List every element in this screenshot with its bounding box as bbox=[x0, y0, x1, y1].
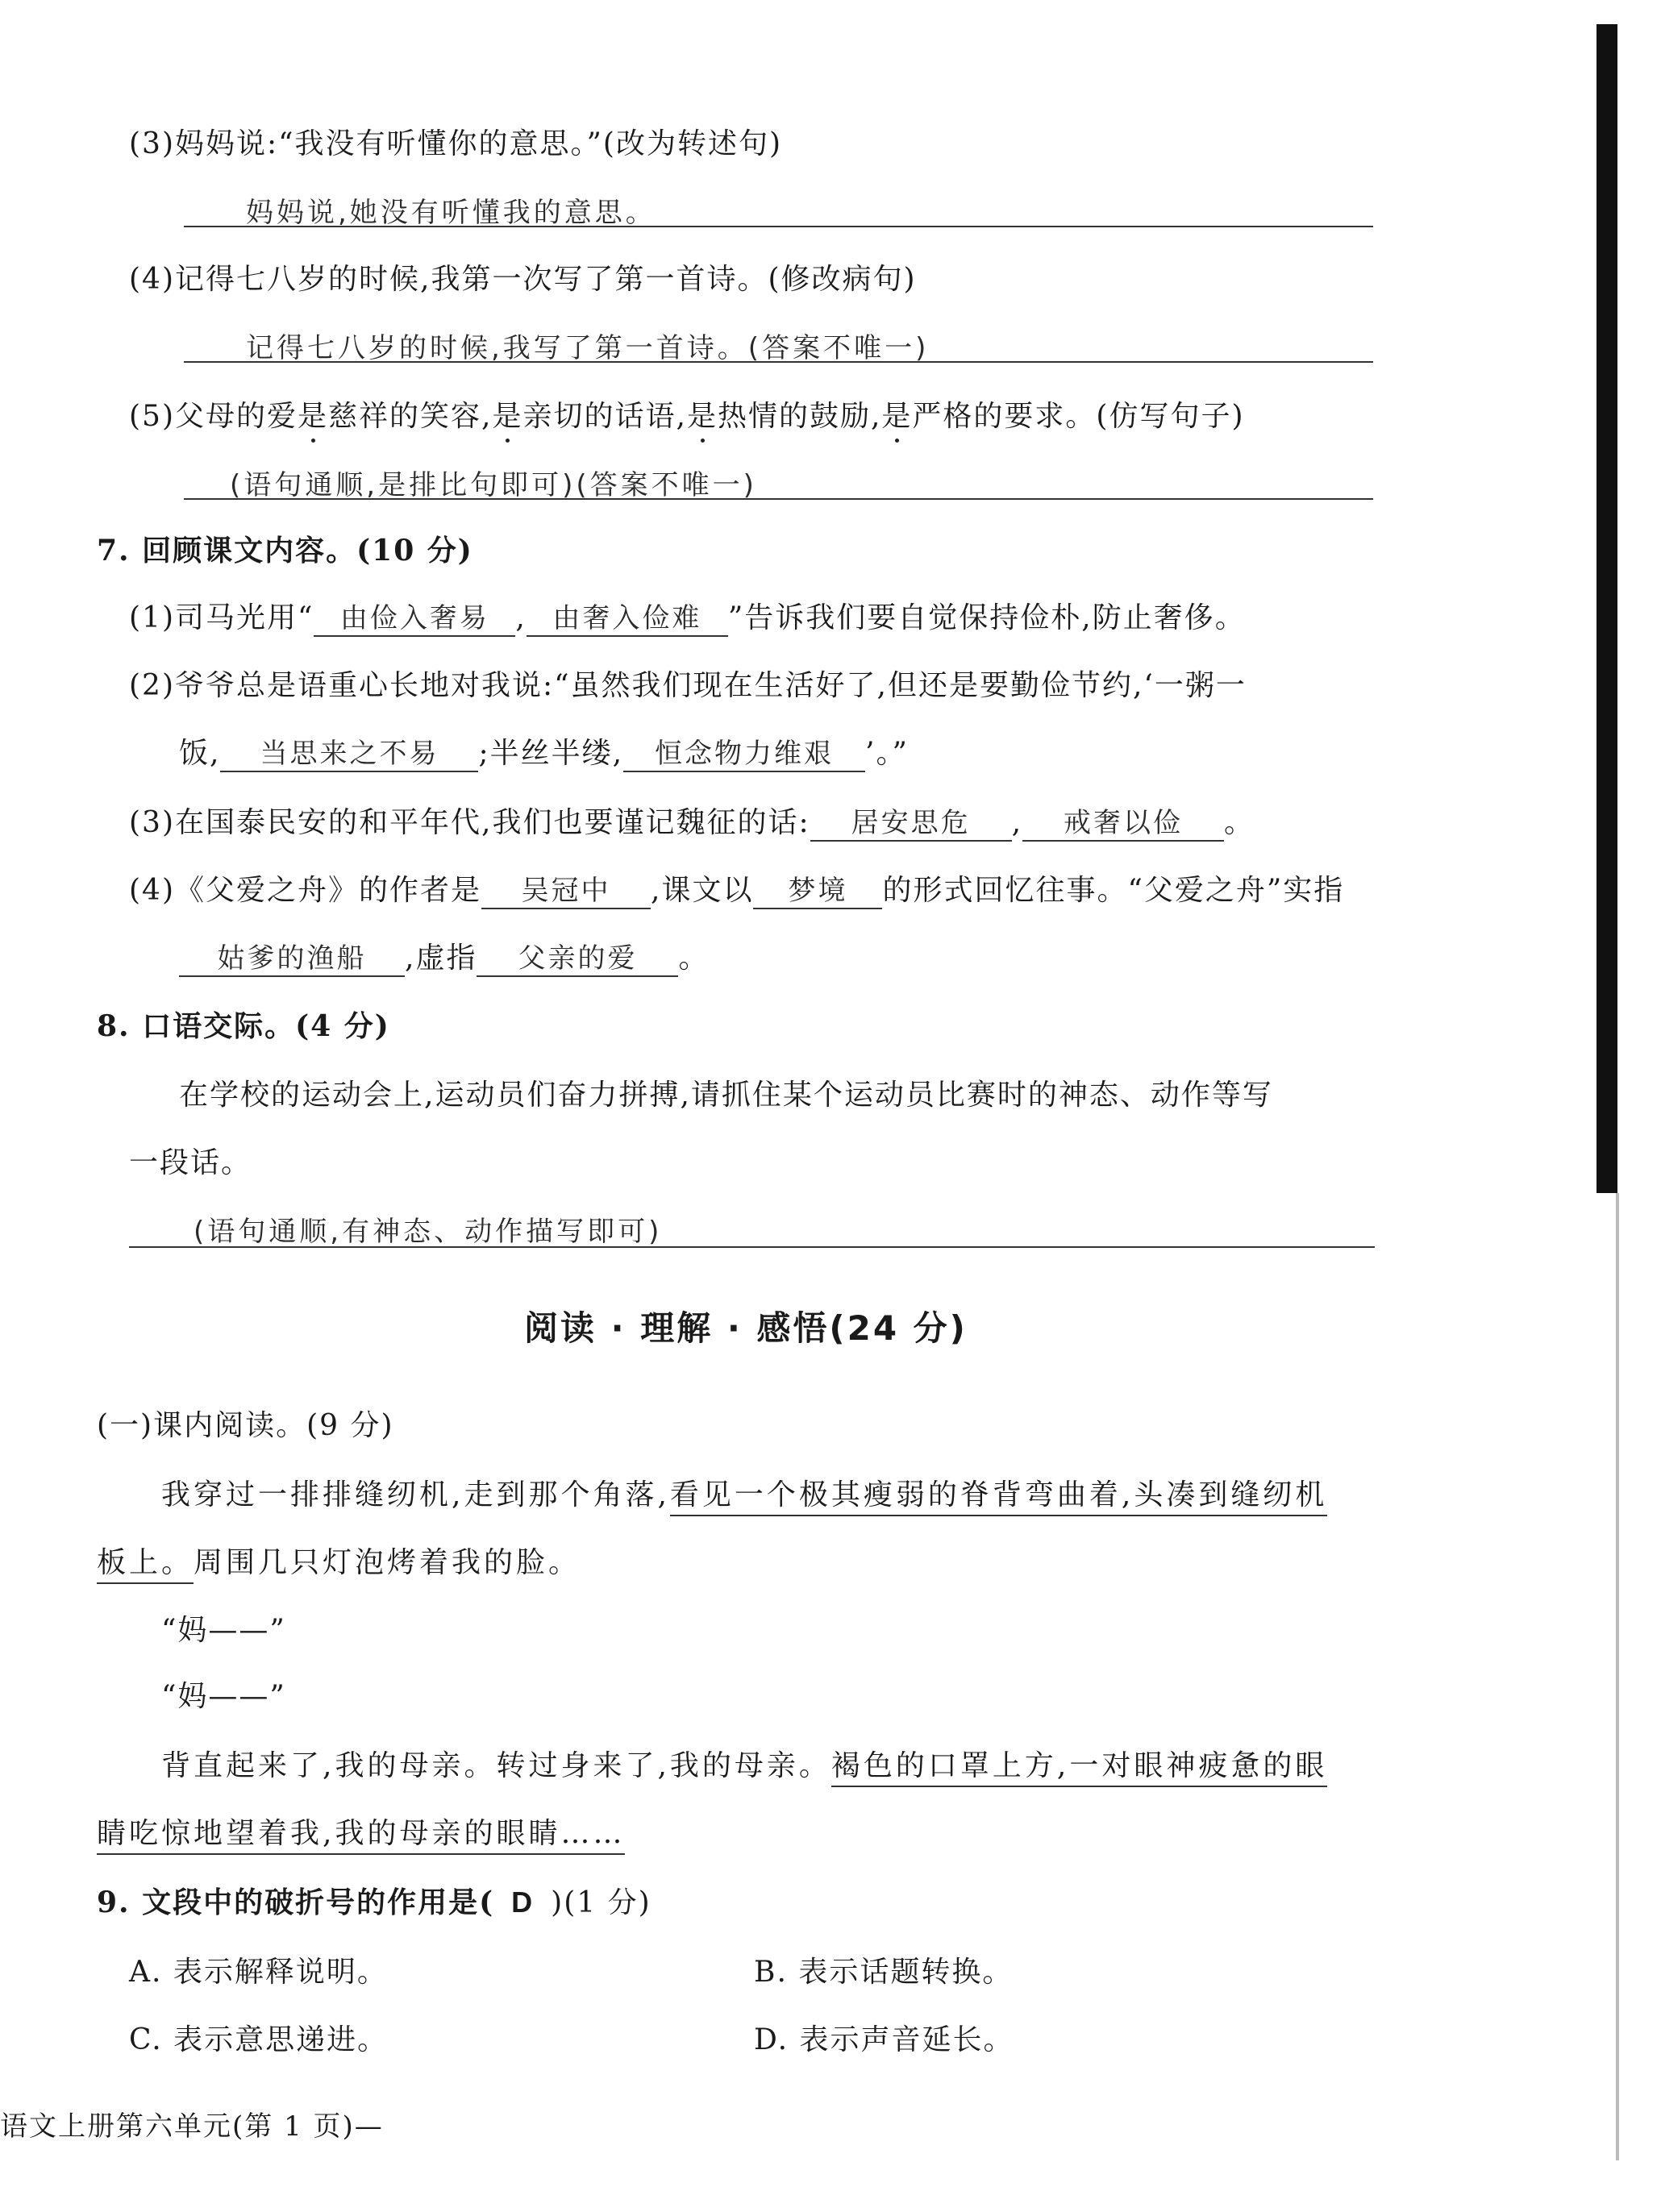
blank bbox=[1022, 800, 1224, 842]
blank bbox=[527, 596, 728, 637]
q7-item4-mid1: ,课文以 bbox=[651, 874, 754, 907]
handwritten-answer: 梦境 bbox=[788, 875, 848, 907]
answer-line bbox=[184, 361, 1373, 363]
q9-stem: 9. 文段中的破折号的作用是( bbox=[97, 1886, 495, 1919]
reading-para1-line1 bbox=[161, 1472, 1327, 1513]
reading-part-title: (一)课内阅读。(9 分) bbox=[97, 1409, 394, 1442]
reading-para2-line2 bbox=[97, 1811, 625, 1852]
scan-edge-line bbox=[1616, 1193, 1619, 2160]
handwritten-answer: 吴冠中 bbox=[521, 875, 611, 907]
blank bbox=[623, 731, 865, 772]
q7-item4-line2 bbox=[179, 935, 709, 977]
q7-item1-post: ”告诉我们要自觉保持俭朴,防止奢侈。 bbox=[727, 601, 1246, 634]
emphasis-char: 是 bbox=[881, 400, 913, 433]
q6-item4-answer: 记得七八岁的时候,我写了第一首诗。(答案不唯一) bbox=[246, 332, 930, 364]
underlined-text: 看见一个极其瘦弱的脊背弯曲着,头凑到缝纫机 bbox=[670, 1478, 1327, 1516]
q7-item3-mid: , bbox=[1011, 806, 1023, 839]
reading-quote2: “妈——” bbox=[161, 1680, 286, 1713]
reading-text: 周围几只灯泡烤着我的脸。 bbox=[194, 1546, 581, 1579]
q9-score: )(1 分) bbox=[551, 1886, 651, 1919]
q9-option-b: B. 表示话题转换。 bbox=[754, 1956, 1014, 1989]
q9-answer: D bbox=[511, 1886, 535, 1919]
blank bbox=[179, 936, 405, 977]
scan-edge-shadow bbox=[1596, 24, 1617, 1193]
q8-body-line2: 一段话。 bbox=[129, 1146, 252, 1179]
q7-item4-mid2: 的形式回忆往事。“父爱之舟”实指 bbox=[882, 874, 1345, 907]
blank bbox=[314, 596, 515, 637]
reading-para2-line1 bbox=[161, 1743, 1327, 1784]
handwritten-answer: 姑爹的渔船 bbox=[217, 942, 367, 975]
q7-item4-post: 。 bbox=[678, 942, 710, 975]
q6-item3-answer: 妈妈说,她没有听懂我的意思。 bbox=[246, 197, 656, 229]
blank bbox=[481, 868, 651, 909]
blank bbox=[753, 868, 882, 909]
q7-item3 bbox=[129, 800, 1255, 842]
q9-option-a: A. 表示解释说明。 bbox=[129, 1956, 388, 1989]
reading-para1-line2 bbox=[97, 1540, 581, 1581]
page-footer: 语文上册第六单元(第 1 页)— bbox=[0, 2110, 384, 2143]
q7-item2-mid: ;半丝半缕, bbox=[478, 737, 624, 770]
section-title: 阅读 · 理解 · 感悟(24 分) bbox=[524, 1308, 968, 1348]
handwritten-answer: 父亲的爱 bbox=[518, 942, 638, 975]
q9-option-d: D. 表示声音延长。 bbox=[754, 2023, 1014, 2056]
emphasis-char: 是 bbox=[686, 400, 718, 433]
handwritten-answer: 由俭入奢易 bbox=[339, 602, 489, 634]
emphasis-char: 是 bbox=[298, 400, 329, 433]
q7-item2-line2 bbox=[179, 730, 909, 772]
handwritten-answer: 恒念物力维艰 bbox=[655, 738, 835, 770]
answer-line bbox=[184, 226, 1373, 227]
q6-item4-prompt: (4)记得七八岁的时候,我第一次写了第一首诗。(修改病句) bbox=[129, 263, 917, 296]
q7-title: 7. 回顾课文内容。(10 分) bbox=[97, 534, 473, 568]
reading-text: 背直起来了,我的母亲。转过身来了,我的母亲。 bbox=[161, 1749, 831, 1782]
q6-item5-part: (5)父母的爱 bbox=[129, 400, 298, 433]
blank bbox=[477, 936, 678, 977]
q6-item5-part: 亲切的话语, bbox=[522, 400, 687, 433]
answer-line bbox=[184, 498, 1373, 500]
handwritten-answer: 戒奢以俭 bbox=[1064, 807, 1184, 839]
q7-item4-line1 bbox=[129, 867, 1344, 909]
q7-item2-pre: 饭, bbox=[179, 737, 221, 770]
emphasis-char: 是 bbox=[492, 400, 523, 433]
q6-item3-prompt: (3)妈妈说:“我没有听懂你的意思。”(改为转述句) bbox=[129, 127, 783, 160]
answer-line bbox=[129, 1246, 1375, 1248]
reading-text: 我穿过一排排缝纫机,走到那个角落, bbox=[161, 1478, 670, 1511]
handwritten-answer: 居安思危 bbox=[851, 807, 971, 839]
underlined-text: 板上。 bbox=[97, 1546, 194, 1584]
q9-question bbox=[97, 1880, 651, 1921]
underlined-text: 褐色的口罩上方,一对眼神疲惫的眼 bbox=[831, 1749, 1327, 1787]
q8-body-line1: 在学校的运动会上,运动员们奋力拼搏,请抓住某个运动员比赛时的神态、动作等写 bbox=[179, 1079, 1273, 1112]
q8-answer: (语句通顺,有神态、动作描写即可) bbox=[194, 1216, 663, 1248]
q7-item4-mid3: ,虚指 bbox=[405, 942, 477, 975]
handwritten-answer: 由奢入俭难 bbox=[552, 602, 702, 634]
q7-item2-post: ’。” bbox=[865, 737, 909, 770]
q8-title: 8. 口语交际。(4 分) bbox=[97, 1009, 390, 1043]
q6-item5-prompt bbox=[129, 393, 1245, 434]
blank bbox=[810, 800, 1012, 842]
handwritten-answer: 当思来之不易 bbox=[260, 738, 439, 770]
q7-item2-line1: (2)爷爷总是语重心长地对我说:“虽然我们现在生活好了,但还是要勤俭节约,‘一粥一 bbox=[129, 669, 1247, 702]
q7-item1 bbox=[129, 595, 1246, 637]
q6-item5-part: 慈祥的笑容, bbox=[328, 400, 493, 433]
q6-item5-answer: (语句通顺,是排比句即可)(答案不唯一) bbox=[230, 469, 757, 501]
q6-item5-part: 严格的要求。(仿写句子) bbox=[912, 400, 1245, 433]
q7-item4-pre: (4)《父爱之舟》的作者是 bbox=[129, 874, 481, 907]
q7-item1-mid: , bbox=[515, 601, 527, 634]
underlined-text: 睛吃惊地望着我,我的母亲的眼睛…… bbox=[97, 1817, 625, 1855]
q9-option-c: C. 表示意思递进。 bbox=[129, 2023, 389, 2056]
blank bbox=[220, 731, 478, 772]
q7-item3-pre: (3)在国泰民安的和平年代,我们也要谨记魏征的话: bbox=[129, 806, 810, 839]
q7-item3-post: 。 bbox=[1224, 806, 1255, 839]
reading-quote1: “妈——” bbox=[161, 1614, 286, 1647]
q7-item1-pre: (1)司马光用“ bbox=[129, 601, 314, 634]
q6-item5-part: 热情的鼓励, bbox=[717, 400, 882, 433]
